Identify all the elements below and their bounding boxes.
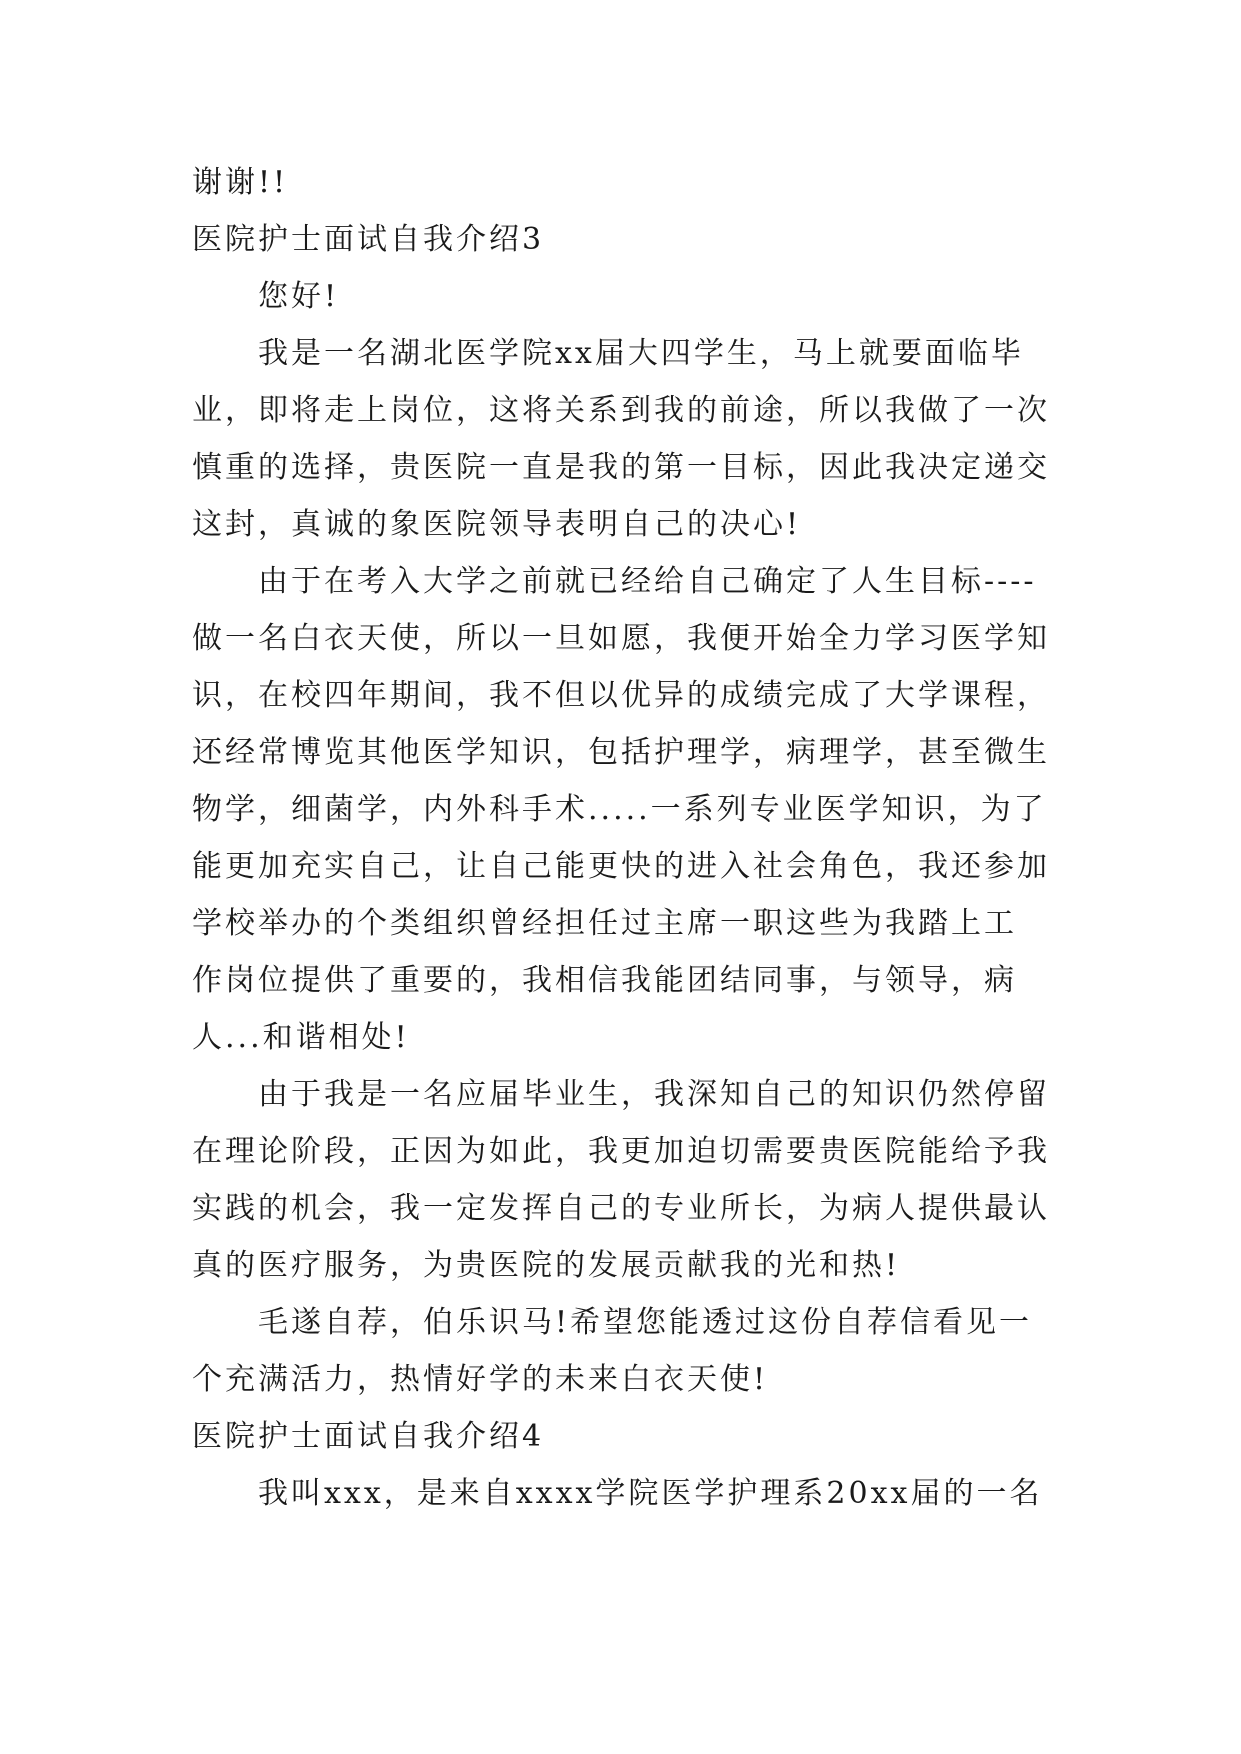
paragraph-line: 毛遂自荐，伯乐识马!希望您能透过这份自荐信看见一 <box>258 1305 1033 1340</box>
paragraph-line: 作岗位提供了重要的，我相信我能团结同事，与领导，病 <box>192 963 1017 998</box>
paragraph-line: 这封，真诚的象医院领导表明自己的决心! <box>192 507 802 542</box>
document-page <box>192 154 1072 1522</box>
paragraph-line: 在理论阶段，正因为如此，我更加迫切需要贵医院能给予我 <box>192 1134 1050 1169</box>
paragraph-line: 做一名白衣天使，所以一旦如愿，我便开始全力学习医学知 <box>192 621 1050 656</box>
section-heading: 医院护士面试自我介绍4 <box>192 1419 545 1454</box>
paragraph-line: 个充满活力，热情好学的未来白衣天使! <box>192 1362 769 1397</box>
paragraph-line: 能更加充实自己，让自己能更快的进入社会角色，我还参加 <box>192 849 1050 884</box>
greeting-line: 您好! <box>258 279 340 314</box>
paragraph-line: 实践的机会，我一定发挥自己的专业所长，为病人提供最认 <box>192 1191 1050 1226</box>
paragraph-line: 业，即将走上岗位，这将关系到我的前途，所以我做了一次 <box>192 393 1050 428</box>
paragraph-line: 人...和谐相处! <box>192 1020 410 1055</box>
paragraph-line: 学校举办的个类组织曾经担任过主席一职这些为我踏上工 <box>192 906 1017 941</box>
paragraph-line: 识，在校四年期间，我不但以优异的成绩完成了大学课程， <box>192 678 1050 713</box>
paragraph-line: 我叫xxx，是来自xxxx学院医学护理系20xx届的一名 <box>258 1476 1043 1511</box>
paragraph-line: 我是一名湖北医学院xx届大四学生，马上就要面临毕 <box>258 336 1024 371</box>
paragraph-line: 慎重的选择，贵医院一直是我的第一目标，因此我决定递交 <box>192 450 1050 485</box>
paragraph-line: 物学，细菌学，内外科手术.....一系列专业医学知识，为了 <box>192 792 1047 827</box>
closing-line: 谢谢!! <box>192 165 289 200</box>
paragraph-line: 真的医疗服务，为贵医院的发展贡献我的光和热! <box>192 1248 901 1283</box>
paragraph-line: 由于在考入大学之前就已经给自己确定了人生目标---- <box>258 564 1037 599</box>
paragraph-line: 还经常博览其他医学知识，包括护理学，病理学，甚至微生 <box>192 735 1050 770</box>
section-heading: 医院护士面试自我介绍3 <box>192 222 545 257</box>
paragraph-line: 由于我是一名应届毕业生，我深知自己的知识仍然停留 <box>258 1077 1050 1112</box>
